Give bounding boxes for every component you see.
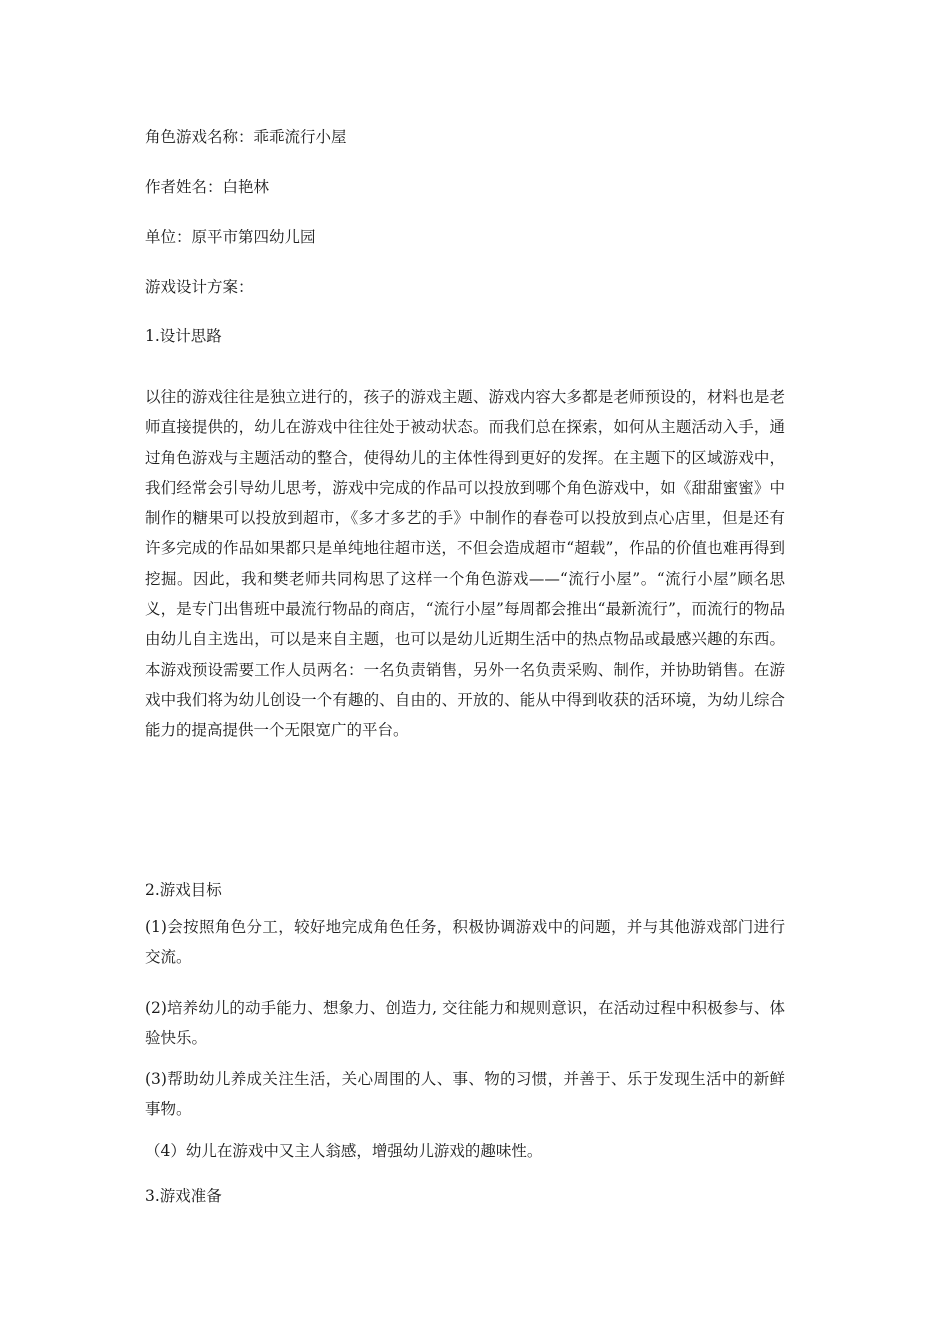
unit-line: 单位：原平市第四幼儿园: [145, 228, 316, 246]
author-line: 作者姓名：白艳林: [145, 178, 270, 196]
section-2-title: 2.游戏目标: [145, 881, 222, 899]
section-3-title: 3.游戏准备: [145, 1187, 222, 1205]
design-idea-paragraph: 以往的游戏往往是独立进行的，孩子的游戏主题、游戏内容大多都是老师预设的，材料也是老师直接提供的，幼儿在游戏中往往处于被动状态。而我们总在探索，如何从主题活动入手，通过角色游戏与主题活动的整合，使得幼儿的主体性得到更好的发挥。在主题下的区域游戏中，我们经常会引导幼儿思考，游戏中完成的作品可以投放到哪个角色游戏中，如《甜甜蜜蜜》中制作的糖果可以投放到超市，《多才多艺的手》中制作的春卷可以投放到点心店里，但是还有许多完成的作品如果都只是单纯地往超市送，不但会造成超市“超载”，作品的价值也难再得到挖掘。因此，我和樊老师共同构思了这样一个角色游戏——“流行小屋”。“流行小屋”顾名思义，是专门出售班中最流行物品的商店，“流行小屋”每周都会推出“最新流行”，而流行的物品由幼儿自主选出，可以是来自主题，也可以是幼儿近期生活中的热点物品或最感兴趣的东西。本游戏预设需要工作人员两名：一名负责销售，另外一名负责采购、制作，并协助销售。在游戏中我们将为幼儿创设一个有趣的、自由的、开放的、能从中得到收获的活环境，为幼儿综合能力的提高提供一个无限宽广的平台。: [145, 388, 785, 740]
game-name-line: 角色游戏名称：乖乖流行小屋: [145, 128, 347, 146]
goal-item-4: （4）幼儿在游戏中又主人翁感，增强幼儿游戏的趣味性。: [145, 1142, 543, 1160]
goal-item-2: (2)培养幼儿的动手能力、想象力、创造力, 交往能力和规则意识，在活动过程中积极参与、体验快乐。: [145, 999, 785, 1048]
plan-label: 游戏设计方案：: [145, 278, 254, 296]
goal-item-1: (1)会按照角色分工，较好地完成角色任务，积极协调游戏中的问题，并与其他游戏部门进行交流。: [145, 918, 785, 967]
goal-item-3: (3)帮助幼儿养成关注生活，关心周围的人、事、物的习惯，并善于、乐于发现生活中的新鲜事物。: [145, 1070, 785, 1119]
section-1-title: 1.设计思路: [145, 327, 222, 345]
